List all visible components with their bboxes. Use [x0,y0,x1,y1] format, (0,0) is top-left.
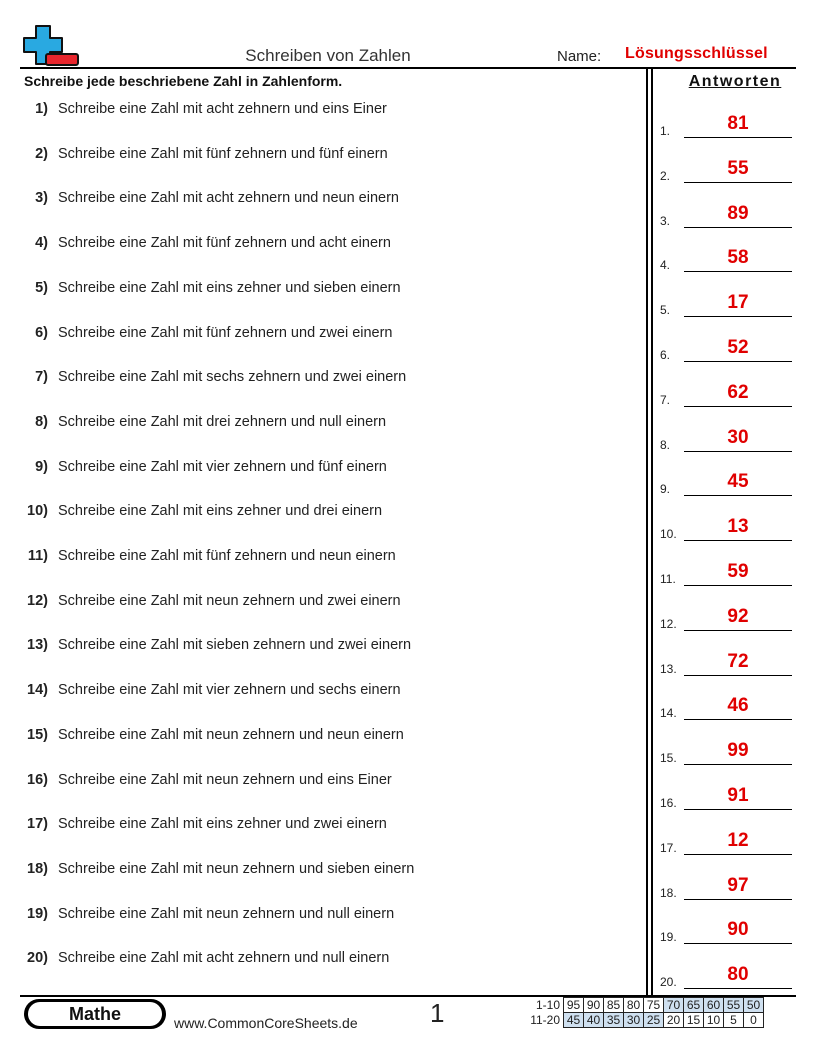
answer-value: 30 [727,426,749,448]
instruction-text: Schreibe jede beschriebene Zahl in Zahlenform. [24,73,343,89]
answer-number: 19. [660,930,677,945]
question-text: Schreibe eine Zahl mit sechs zehnern und zwei einern [58,369,407,386]
score-cell: 25 [644,1013,664,1028]
answer-value: 97 [727,874,749,896]
question-item [0,816,387,832]
answer-number: 10. [660,527,677,542]
question-text: Schreibe eine Zahl mit eins zehner und sieben einern [58,279,401,296]
score-cell: 75 [644,998,664,1013]
question-item [0,414,386,430]
question-number: 2) [35,145,48,162]
score-cell: 50 [744,998,764,1013]
answer-number: 20. [660,975,677,990]
question-number: 11) [27,548,48,564]
question-text: Schreibe eine Zahl mit neun zehnern und sieben einern [58,860,415,877]
name-label: Name: [557,48,602,65]
answer-item [660,959,792,989]
question-text: Schreibe eine Zahl mit fünf zehnern und zwei einern [58,324,393,341]
question-text: Schreibe eine Zahl mit fünf zehnern und neun einern [58,548,396,564]
answer-number: 14. [660,706,677,721]
subject-badge [24,999,166,1029]
answer-item [660,153,792,183]
answer-number: 16. [660,796,677,810]
answer-number: 15. [660,751,677,766]
answer-blank-line [684,495,792,496]
answer-value: 17 [727,292,749,314]
question-number: 12) [27,592,48,609]
answer-blank-line [684,227,792,228]
answer-value: 58 [727,247,749,269]
question-item [0,637,411,653]
answer-value: 90 [727,919,749,941]
answer-value: 12 [727,829,749,851]
question-number: 20) [27,950,48,967]
answer-column-divider-right [651,68,653,995]
score-cell: 35 [604,1013,624,1028]
question-number: 7) [35,369,48,386]
answer-number: 1. [660,124,671,138]
question-text: Schreibe eine Zahl mit fünf zehnern und acht einern [58,235,391,252]
score-cell: 20 [664,1013,684,1028]
question-text: Schreibe eine Zahl mit fünf zehnern und fünf einern [58,145,388,162]
subject-label: Mathe [28,1002,162,1026]
answer-blank-line [684,988,792,989]
score-cell: 55 [724,998,744,1013]
answer-item [660,108,792,138]
score-cell: 85 [604,998,624,1013]
answer-blank-line [684,764,792,765]
question-text: Schreibe eine Zahl mit neun zehnern und neun einern [58,726,404,743]
answer-number: 9. [660,482,671,497]
question-text: Schreibe eine Zahl mit acht zehnern und neun einern [58,190,399,207]
answer-blank-line [684,585,792,586]
question-number: 5) [35,279,48,296]
answer-item [660,511,792,541]
site-url: www.CommonCoreSheets.de [174,1015,358,1031]
question-text: Schreibe eine Zahl mit sieben zehnern und zwei einern [58,637,412,654]
answer-value: 81 [727,113,749,134]
question-number: 16) [27,771,48,788]
question-item [0,906,394,922]
answer-item [660,825,792,855]
question-item [0,459,387,475]
answer-value: 62 [727,381,749,403]
question-number: 10) [27,503,48,520]
answer-blank-line [684,361,792,362]
answer-number: 11. [660,572,676,586]
page-title: Schreiben von Zahlen [245,46,411,65]
answer-blank-line [684,451,792,452]
answer-item [660,242,792,272]
answer-item [660,422,792,452]
answer-item [660,556,792,586]
answer-value: 91 [727,785,749,806]
answer-value: 46 [727,695,749,717]
question-item [0,503,382,519]
score-cell: 30 [624,1013,644,1028]
score-cell: 95 [564,998,584,1013]
score-cell: 15 [684,1013,704,1028]
answer-item [660,690,792,720]
answer-item [660,735,792,765]
answer-blank-line [684,719,792,720]
answer-value: 55 [727,157,749,179]
header-divider [20,67,796,69]
answer-item [660,780,792,810]
answer-item [660,870,792,900]
answer-blank-line [684,540,792,541]
answer-number: 4. [660,258,671,273]
answer-blank-line [684,943,792,944]
answer-blank-line [684,406,792,407]
score-row [520,998,764,1013]
answer-item [660,198,792,228]
answer-value: 80 [727,964,749,986]
question-item [0,548,396,564]
question-item [0,369,406,385]
answer-value: 13 [727,516,749,538]
answer-key-label: Lösungsschlüssel [625,45,768,62]
score-cell: 0 [744,1013,764,1028]
score-cell: 70 [664,998,684,1013]
score-cell: 10 [704,1013,724,1028]
answer-blank-line [684,675,792,676]
answer-item [660,466,792,496]
question-number: 4) [35,235,48,252]
question-number: 15) [27,726,48,743]
answer-blank-line [684,899,792,900]
score-cell: 5 [724,1013,744,1028]
question-number: 3) [35,190,48,207]
question-text: Schreibe eine Zahl mit acht zehnern und eins Einer [58,101,387,117]
question-number: 8) [35,413,48,430]
score-cell: 80 [624,998,644,1013]
answer-item [660,646,792,676]
question-item [0,146,388,162]
question-number: 6) [35,324,48,341]
question-number: 19) [27,905,48,922]
question-number: 14) [27,682,48,699]
answer-item [660,914,792,944]
answer-number: 13. [660,661,677,676]
answer-item [660,287,792,317]
question-item [0,235,391,251]
answer-blank-line [684,809,792,810]
score-row-label: 1-10 [535,998,560,1012]
score-cell: 60 [704,998,724,1013]
score-row-label: 11-20 [530,1013,560,1027]
question-number: 17) [27,816,48,833]
question-item [0,190,399,206]
question-text: Schreibe eine Zahl mit drei zehnern und null einern [58,413,387,430]
question-text: Schreibe eine Zahl mit vier zehnern und fünf einern [58,458,387,475]
answers-heading: Antworten [688,73,782,90]
question-item [0,727,404,743]
answer-item [660,377,792,407]
question-number: 13) [27,637,48,654]
question-item [0,280,401,296]
answer-value: 99 [727,740,749,762]
answer-item [660,601,792,631]
answer-column-divider-left [646,68,648,995]
question-item [0,593,401,609]
answer-value: 59 [727,561,749,582]
score-table [520,997,764,1028]
answer-number: 3. [660,213,671,228]
question-text: Schreibe eine Zahl mit vier zehnern und sechs einern [58,682,401,699]
question-text: Schreibe eine Zahl mit neun zehnern und zwei einern [58,592,401,609]
question-item [0,772,392,788]
answer-blank-line [684,137,792,138]
question-number: 1) [35,101,48,117]
score-cell: 90 [584,998,604,1013]
question-item [0,325,393,341]
answer-number: 7. [660,392,671,407]
question-item [0,101,387,117]
page-number: 1 [430,998,445,1028]
answer-number: 18. [660,885,677,900]
answer-value: 92 [727,605,749,627]
answer-item [660,332,792,362]
question-text: Schreibe eine Zahl mit eins zehner und drei einern [58,503,383,520]
score-cell: 45 [564,1013,584,1028]
answer-number: 17. [660,840,677,855]
answer-number: 12. [660,616,677,631]
question-text: Schreibe eine Zahl mit eins zehner und zwei einern [58,816,387,833]
answer-value: 89 [727,202,749,224]
question-number: 9) [35,458,48,475]
answer-blank-line [684,182,792,183]
score-row [520,1013,764,1028]
answer-value: 52 [727,337,749,358]
answer-blank-line [684,630,792,631]
answer-value: 72 [727,650,749,672]
answer-number: 8. [660,437,671,452]
answer-number: 5. [660,303,671,318]
score-cell: 65 [684,998,704,1013]
answer-blank-line [684,316,792,317]
question-number: 18) [27,860,48,877]
answer-blank-line [684,271,792,272]
question-text: Schreibe eine Zahl mit neun zehnern und eins Einer [58,771,392,788]
question-item [0,861,414,877]
answer-number: 6. [660,348,671,362]
question-text: Schreibe eine Zahl mit neun zehnern und null einern [58,905,395,922]
question-item [0,682,401,698]
question-text: Schreibe eine Zahl mit acht zehnern und null einern [58,950,390,967]
answer-number: 2. [660,168,671,183]
question-item [0,950,389,966]
answer-blank-line [684,854,792,855]
score-cell: 40 [584,1013,604,1028]
answer-value: 45 [727,471,749,493]
